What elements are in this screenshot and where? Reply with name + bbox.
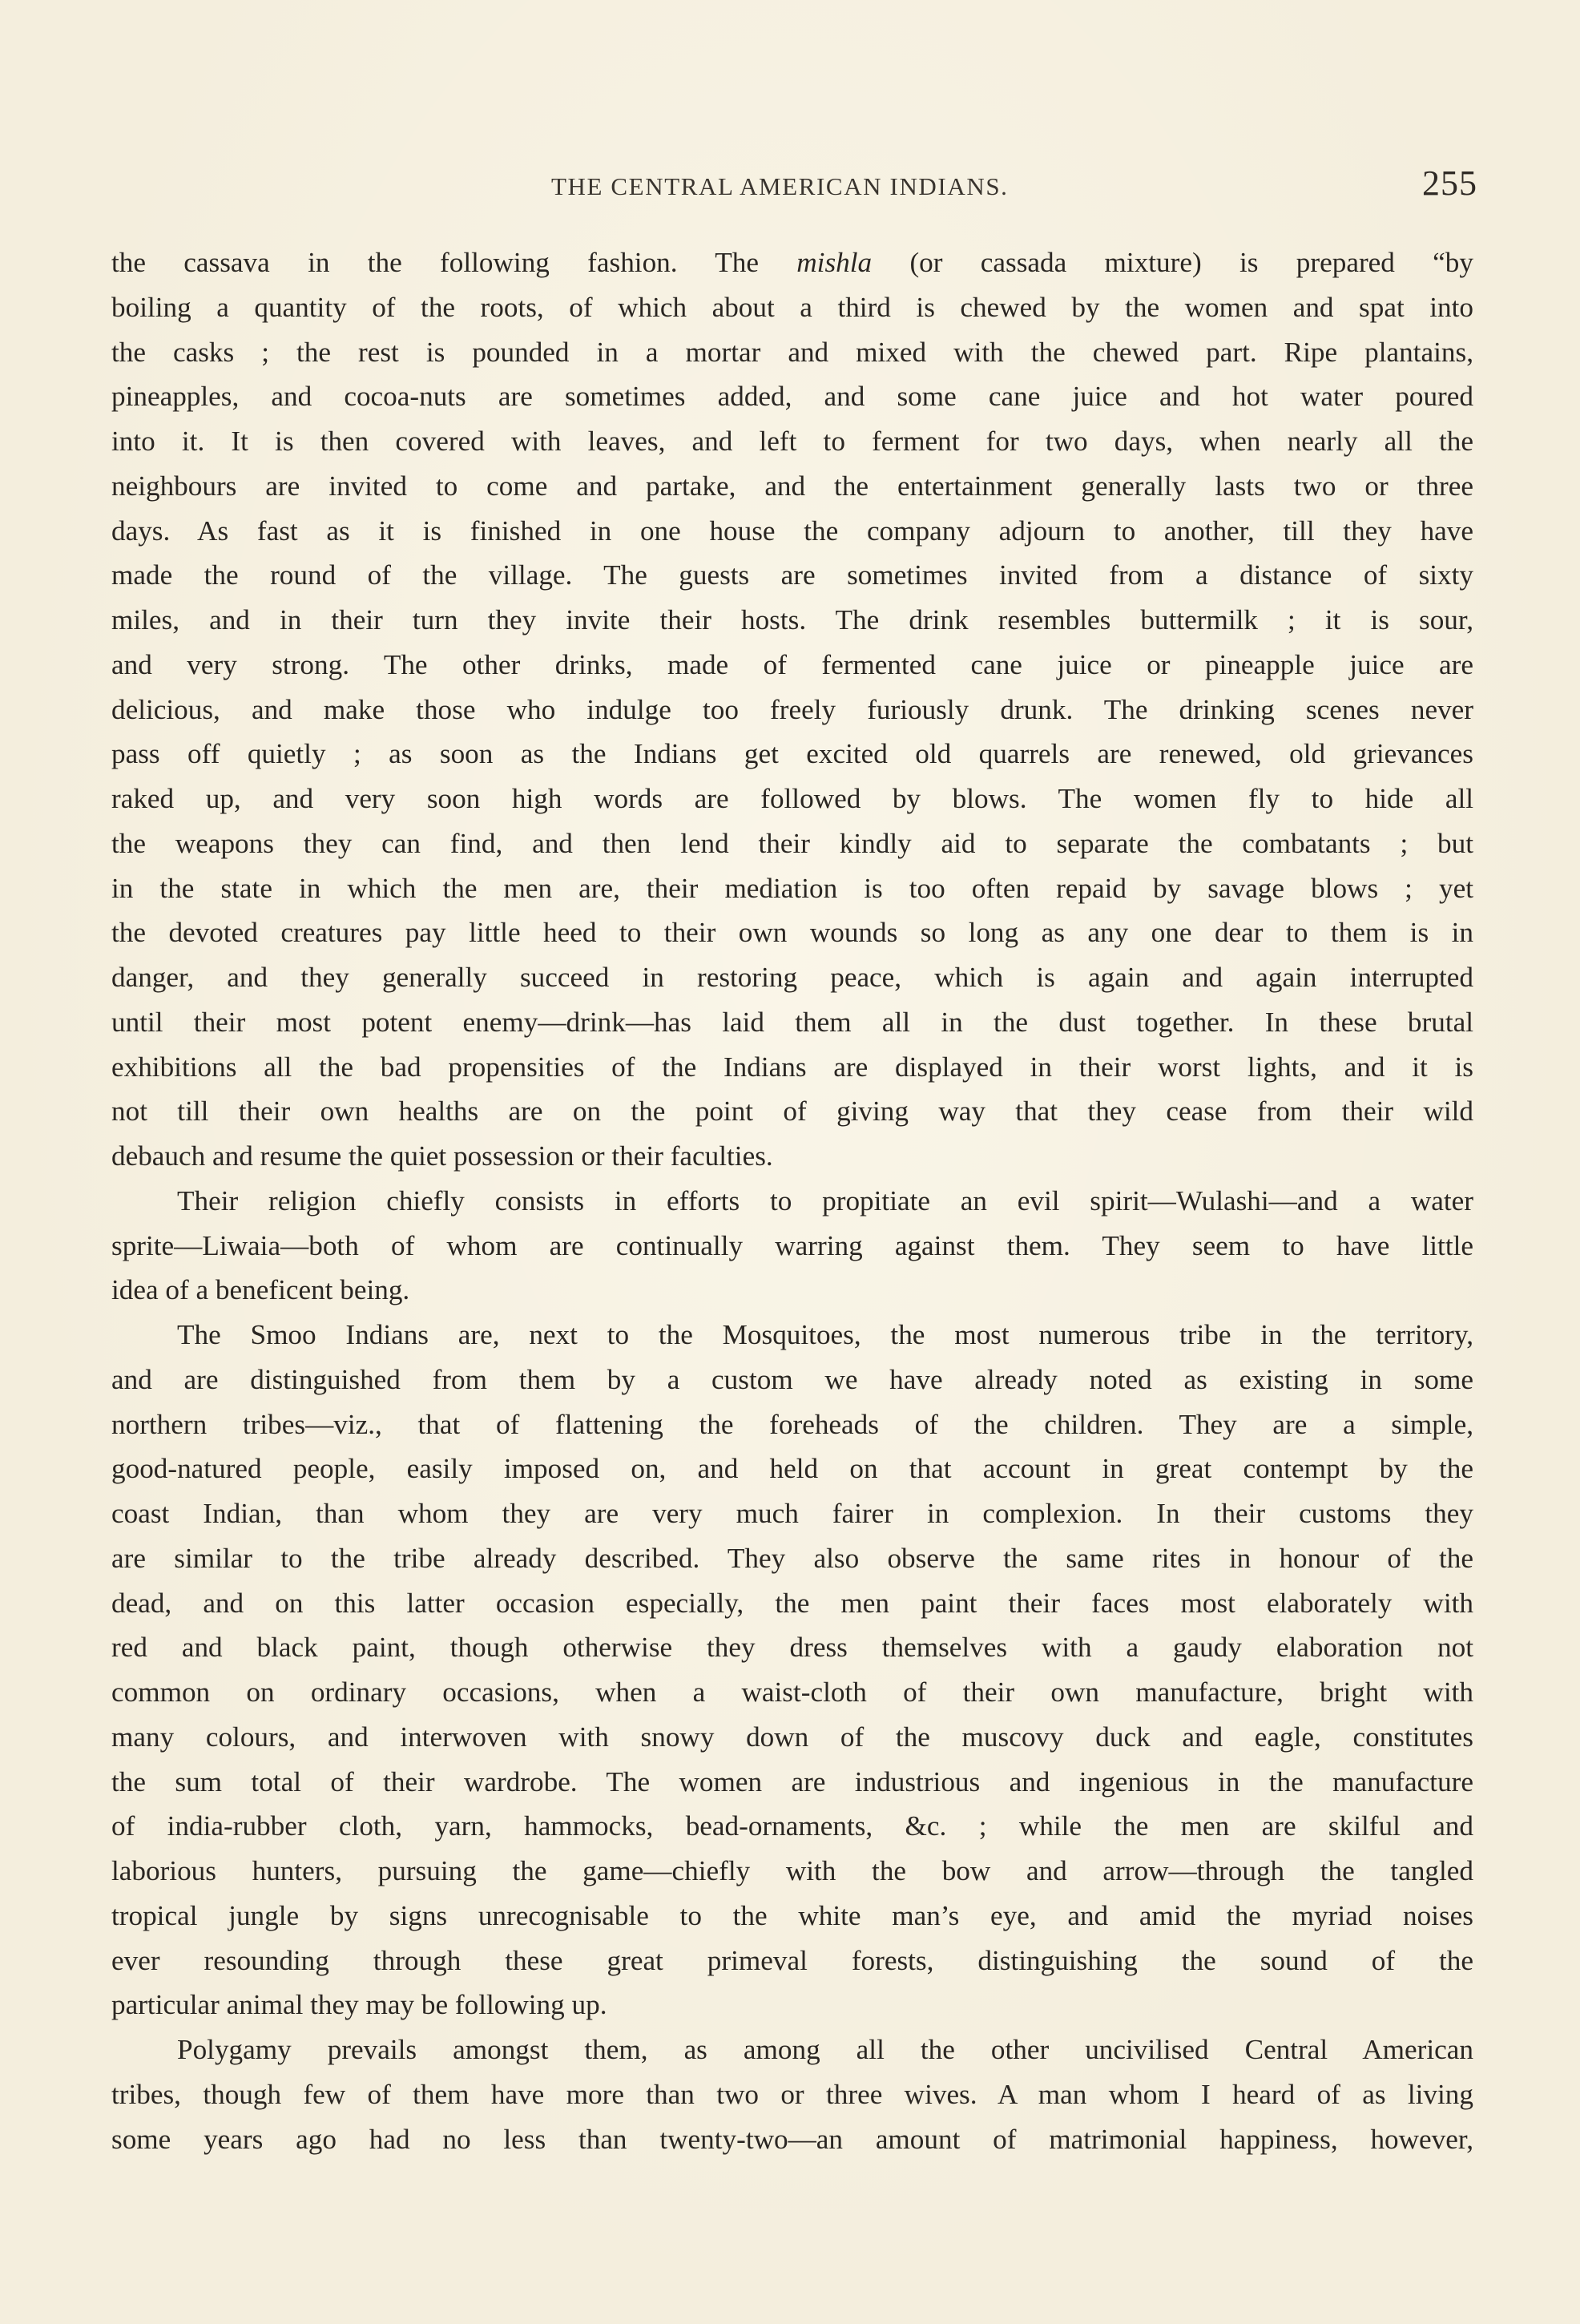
text-line: many colours, and interwoven with snowy down of the muscovy duck and eagle, constitutes xyxy=(111,1721,1473,1753)
text-line: pass off quietly ; as soon as the Indians get excited old quarrels are renewed, old grievances xyxy=(111,738,1473,770)
text-line: good-natured people, easily imposed on, and held on that account in great contempt by the xyxy=(111,1453,1473,1485)
text-line: days. As fast as it is finished in one house the company adjourn to another, till they have xyxy=(111,514,1473,547)
paragraph-polygamy xyxy=(111,2027,1473,2161)
text-line: tribes, though few of them have more than two or three wives. A man whom I heard of as living xyxy=(111,2078,1473,2110)
text-line: boiling a quantity of the roots, of which about a third is chewed by the women and spat into xyxy=(111,291,1473,323)
text-line: until their most potent enemy—drink—has laid them all in the dust together. In these brutal xyxy=(111,1006,1473,1038)
text-line: and are distinguished from them by a custom we have already noted as existing in some xyxy=(111,1363,1473,1395)
running-head xyxy=(112,163,1477,214)
text-line: debauch and resume the quiet possession or their faculties. xyxy=(111,1140,773,1172)
text-line: and very strong. The other drinks, made of fermented cane juice or pineapple juice are xyxy=(111,648,1473,680)
text-line: The Smoo Indians are, next to the Mosquitoes, the most numerous tribe in the territory, xyxy=(177,1319,1473,1350)
running-title: THE CENTRAL AMERICAN INDIANS. xyxy=(551,172,1009,200)
text-line: pineapples, and cocoa-nuts are sometimes added, and some cane juice and hot water poured xyxy=(111,381,1473,413)
text-line: the devoted creatures pay little heed to their own wounds so long as any one dear to them is in xyxy=(111,917,1473,949)
term-mishla: mishla xyxy=(796,247,873,278)
line-start: the cassava in the following fashion. The xyxy=(111,247,759,278)
paragraph-smoo-indians xyxy=(111,1313,1473,2027)
text-line: not till their own healths are on the point of giving way that they cease from their wild xyxy=(111,1095,1473,1128)
text-line: sprite—Liwaia—both of whom are continually warring against them. They seem to have little xyxy=(111,1229,1473,1261)
text-line: exhibitions all the bad propensities of the Indians are displayed in their worst lights, and it is xyxy=(111,1051,1473,1083)
text-line: the sum total of their wardrobe. The women are industrious and ingenious in the manufacture xyxy=(111,1765,1473,1797)
text-line: made the round of the village. The guests are sometimes invited from a distance of sixty xyxy=(111,559,1473,591)
text-line: red and black paint, though otherwise they dress themselves with a gaudy elaboration not xyxy=(111,1632,1473,1664)
text-line: danger, and they generally succeed in restoring peace, which is again and again interrupted xyxy=(111,962,1473,993)
text-line: Polygamy prevails amongst them, as among all the other uncivilised Central American xyxy=(177,2034,1473,2065)
text-line: tropical jungle by signs unrecognisable to the white man’s eye, and amid the myriad noises xyxy=(111,1899,1473,1931)
text-line: miles, and in their turn they invite their hosts. The drink resembles buttermilk ; it is sour, xyxy=(111,604,1473,635)
text-line: common on ordinary occasions, when a waist-cloth of their own manufacture, bright with xyxy=(111,1676,1473,1708)
text-line: the casks ; the rest is pounded in a mortar and mixed with the chewed part. Ripe plantains, xyxy=(111,336,1473,368)
text-line: northern tribes—viz., that of flattening the foreheads of the children. They are a simple, xyxy=(111,1408,1473,1440)
text-line: neighbours are invited to come and partake, and the entertainment generally lasts two or three xyxy=(111,470,1473,502)
text-line: some years ago had no less than twenty-two—an amount of matrimonial happiness, however, xyxy=(111,2123,1473,2155)
text-line: idea of a beneficent being. xyxy=(111,1274,410,1306)
page-number: 255 xyxy=(1422,163,1477,203)
text-line: delicious, and make those who indulge too freely furiously drunk. The drinking scenes never xyxy=(111,693,1473,725)
text-line: dead, and on this latter occasion especially, the men paint their faces most elaborately with xyxy=(111,1587,1473,1619)
text-line: Their religion chiefly consists in efforts to propitiate an evil spirit—Wulashi—and a water xyxy=(177,1184,1473,1216)
paragraph-cassava-drink xyxy=(111,240,1473,1179)
text-line: into it. It is then covered with leaves, and left to ferment for two days, when nearly all the xyxy=(111,426,1473,457)
text-line: raked up, and very soon high words are followed by blows. The women fly to hide all xyxy=(111,783,1473,814)
text-line: coast Indian, than whom they are very much fairer in complexion. In their customs they xyxy=(111,1498,1473,1529)
text-line: particular animal they may be following up. xyxy=(111,1989,607,2021)
text-line xyxy=(111,240,1473,285)
text-line: are similar to the tribe already described. They also observe the same rites in honour of the xyxy=(111,1542,1473,1574)
line-end: (or cassada mixture) is prepared “by xyxy=(909,247,1473,278)
text-line: of india-rubber cloth, yarn, hammocks, bead-ornaments, &c. ; while the men are skilful and xyxy=(111,1810,1473,1842)
body-text xyxy=(111,240,1473,2161)
paragraph-religion xyxy=(111,1179,1473,1313)
text-line: ever resounding through these great primeval forests, distinguishing the sound of the xyxy=(111,1944,1473,1976)
text-line: in the state in which the men are, their mediation is too often repaid by savage blows ; yet xyxy=(111,872,1473,904)
text-line: laborious hunters, pursuing the game—chiefly with the bow and arrow—through the tangled xyxy=(111,1855,1473,1886)
text-line: the weapons they can find, and then lend their kindly aid to separate the combatants ; but xyxy=(111,827,1473,859)
